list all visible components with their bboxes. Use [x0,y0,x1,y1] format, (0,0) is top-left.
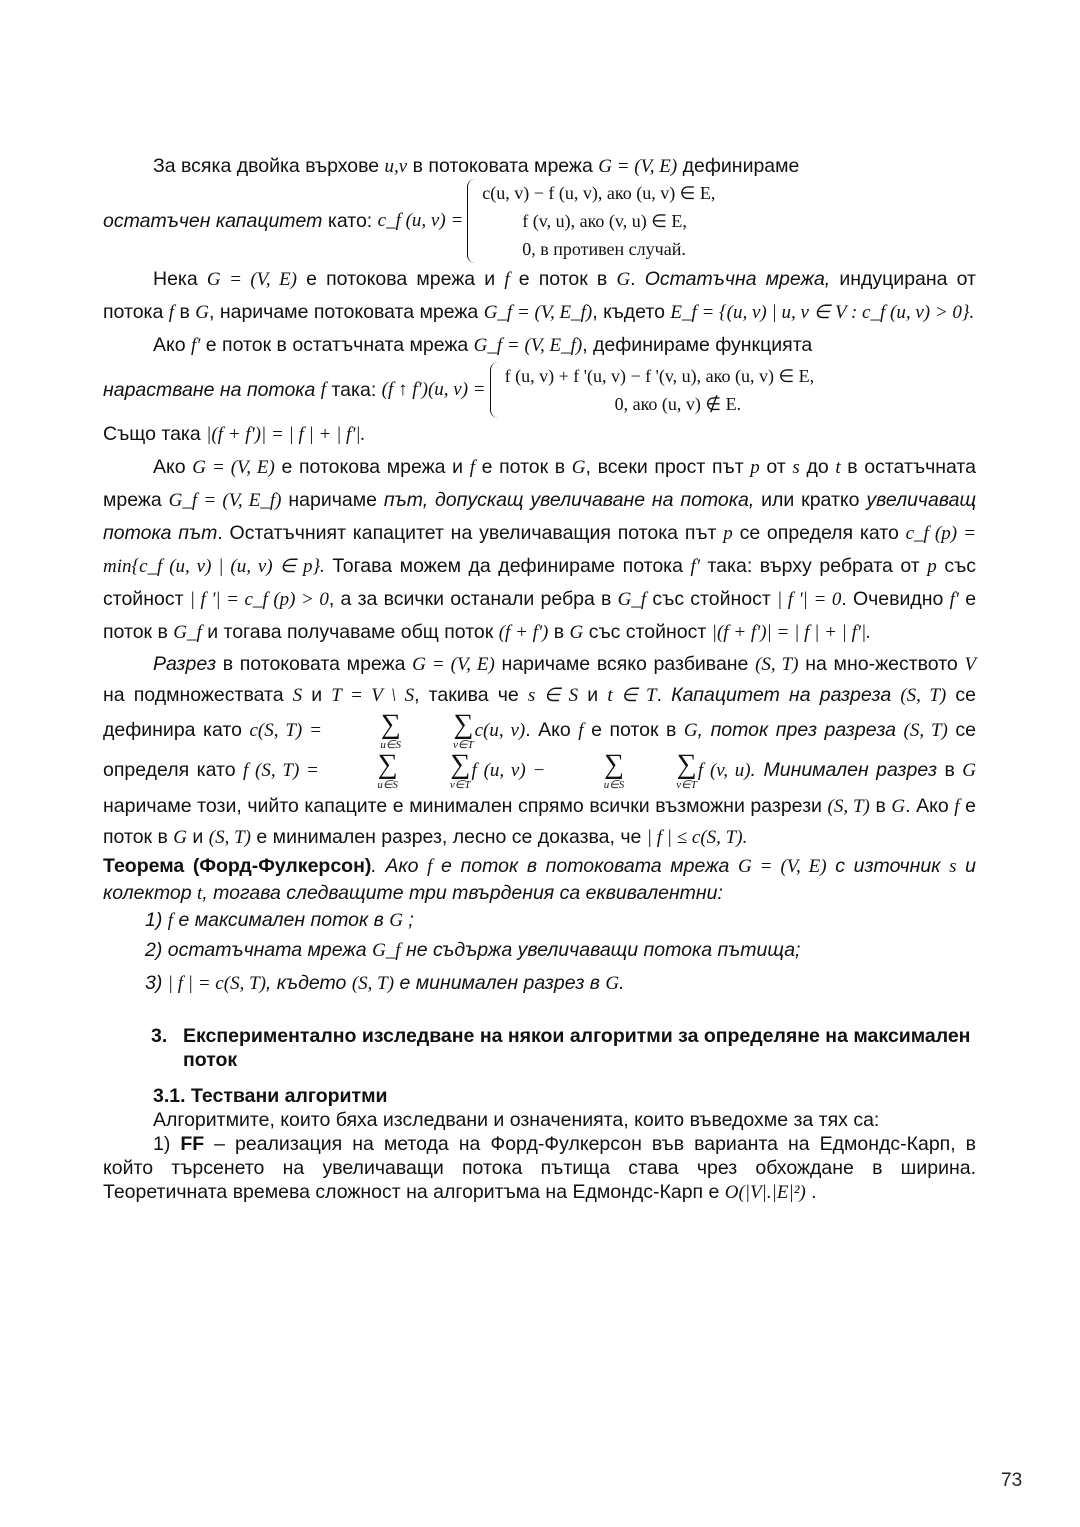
page-number: 73 [1001,1470,1023,1491]
term-residual-capacity: остатъчен капацитет [103,210,323,232]
term-flow-through-cut: , поток през [697,719,818,742]
page-body [103,150,976,1205]
paragraph-ff: 1) FF – реализация на метода на Форд-Фулкерсон във варианта на Едмондс-Карп, в който търсенето на увеличаващи потока пътища става чрез обхождане в ширина. Теоретичната времева сложност на алгоритъма на Едмондс-Карп е O(|V|.|E|²) . [103,1133,976,1203]
left-brace [467,179,478,263]
paragraph-residual-capacity: За всяка двойка върхове u,v в потоковата мрежа G = (V, E) дефинираме [153,155,800,177]
piecewise-cases [467,179,715,263]
sum-symbol: ∑ v∈T [676,749,697,791]
paragraph-residual-network: Нека G = (V, E) е потокова мрежа и f е поток в G. Остатъчна мрежа, индуцирана от потока f в G, наричаме потоковата мрежа G_f = (V, E_f), където E_f = {(u, v) | u, v ∈ V : c_f (u, v) > 0}. [103,268,976,323]
paragraph-also: Също така |(f + f')| = | f | + | f'|. [103,423,366,445]
term-min-cut: . Минимален разрез [750,759,938,782]
theorem-statements [103,907,976,1000]
term-augmenting-path-short: увеличаващ потока път [103,489,977,544]
sum-symbol: ∑ u∈S [377,749,398,791]
case-3: 0, в противен случай. [522,239,686,259]
case-2: 0, ако (u, v) ∉ E. [614,394,742,414]
term-cut-capacity: Капацитет на [671,684,811,706]
augmentation-definition: нарастване на потока f така: (f ↑ f')(u, v) = f (u, v) + f '(u, v) − f '(v, u), ако (u, v) ∈ E, 0, ако (u, v) ∉ E. [103,362,976,418]
sum-symbol: ∑ v∈T [453,709,474,751]
left-brace [490,362,501,418]
sum-symbol: ∑ u∈S [380,709,402,751]
theorem-title: Теорема (Форд-Фулкерсон) [103,855,372,877]
sum-symbol: ∑ v∈T [449,749,471,791]
list-item: 1) f е максимален поток в G ; [145,909,414,931]
paragraph-augmentation: Ако f' е поток в остатъчната мрежа G_f = (V, E_f), дефинираме функцията [153,334,813,356]
term-cut: Разрез [153,653,217,675]
theorem-ford-fulkerson: Теорема (Форд-Фулкерсон). Ако f е поток в потоковата мрежа G = (V, E) с източник s и колектор t, тогава следващите три твърдения са еквивалентни: [103,855,976,904]
section-heading: 3. Експериментално изследване на някои алгоритми за определяне на максимален поток [103,1024,976,1072]
residual-capacity-definition: остатъчен капацитет като: c_f (u, v) = c(u, v) − f (u, v), ако (u, v) ∈ E, f (v, u), ако (v, u) ∈ E, 0, в противен случай. [103,179,976,263]
complexity-formula: O(|V|.|E|²) [724,1182,806,1203]
paragraph-intro: Алгоритмите, които бяха изследвани и означенията, които въведохме за тях са: [153,1109,880,1131]
case-1: f (u, v) + f '(u, v) − f '(v, u), ако (u, v) ∈ E, [504,366,815,386]
paragraph-cut: Разрез в потоковата мрежа G = (V, E) наричаме всяко разбиване (S, T) на мно-жеството V на подмножествата S и T = V \ S, такива че s ∈ S и t ∈ T. Капацитет на разреза (S, T) се дефинира като c(S, T) = ∑ u∈S ∑ v∈T c(u, v). Ако f е поток в G, поток през разреза (S, T) се определя като f (S, T) = ∑ u∈S ∑ v∈T f (u, v) − ∑ u∈S ∑ v∈T f (v, u). Минимален разрез в G наричаме този, чийто капаците е минимален спрямо всички възможни разрези (S, T) в G. Ако f е поток в G и (S, T) е минимален разрез, лесно се доказва, че | f | ≤ c(S, T). [103,653,977,848]
section-title: Експериментално изследване на някои алгоритми за определяне на максимален поток [183,1025,971,1071]
subsection-heading: 3.1. Тествани алгоритми [153,1085,388,1107]
case-2: f (v, u), ако (v, u) ∈ E, [522,211,687,231]
list-item: 2) остатъчната мрежа G_f не съдържа увеличаващи потока пътища; [145,939,801,961]
case-1: c(u, v) − f (u, v), ако (u, v) ∈ E, [482,183,716,203]
algorithm-name: FF [180,1133,205,1155]
paragraph-augmenting-path: Ако G = (V, E) е потокова мрежа и f е поток в G, всеки прост път p от s до t в остатъчната мрежа G_f = (V, E_f) наричаме път, допускащ увеличаване на потока, или кратко увеличаващ потока път. Остатъчният капацитет на увеличаващия потока път p се определя като c_f (p) = min{c_f (u, v) | (u, v) ∈ p}. Тогава можем да дефинираме потока f' така: върху ребрата от p със стойност | f '| = c_f (p) > 0, а за всички останали ребра в G_f със стойност | f '| = 0. Очевидно f' е поток в G_f и тогава получаваме общ поток (f + f') в G със стойност |(f + f')| = | f | + | f'|. [103,456,977,643]
piecewise-cases-augmentation [490,362,815,418]
term-augmenting-path: път, допускащ увеличаване на потока, [383,489,755,511]
sum-symbol: ∑ u∈S [603,749,625,791]
term-residual-network: Остатъчна мрежа, [644,268,831,290]
list-item: 3) | f | = c(S, T), където (S, T) е минимален разрез в G. [145,972,625,994]
term-augmentation: нарастване на потока [103,379,316,401]
